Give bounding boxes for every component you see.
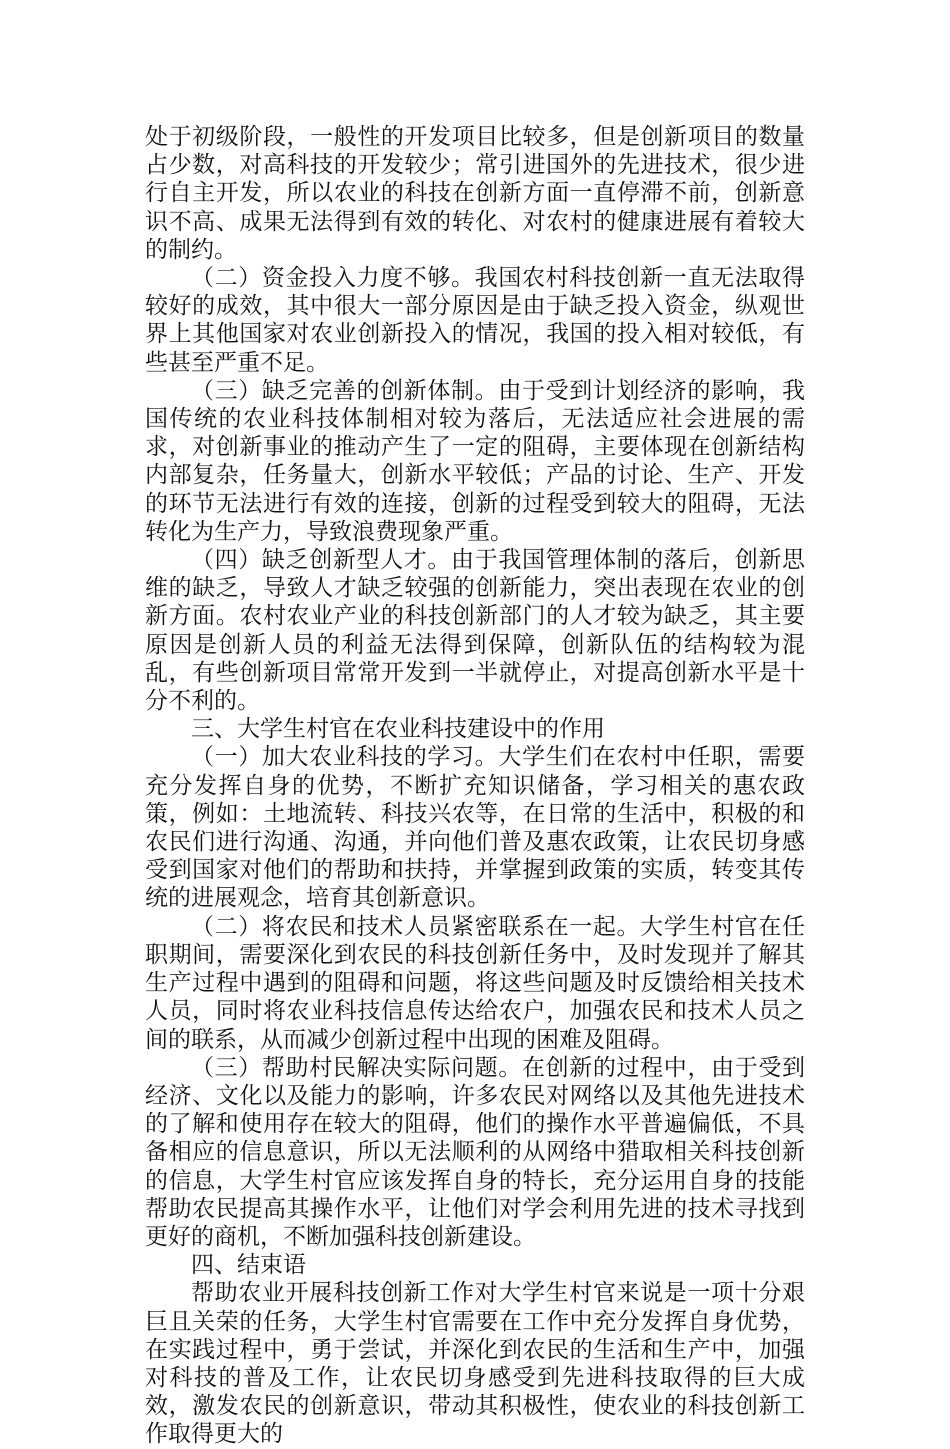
section-heading-role: 三、大学生村官在农业科技建设中的作用 <box>191 716 605 743</box>
paragraph-learning: （一）加大农业科技的学习。大学生们在农村中任职，需要充分发挥自身的优势，不断扩充知识储备，学习相关的惠农政策，例如：土地流转、科技兴农等，在日常的生活中，积极的和农民们进行沟通、沟通，并向他们普及惠农政策，让农民切身感受到国家对他们的帮助和扶持，并掌握到政策的实质，转变其传统的进展观念，培育其创新意识。 <box>145 744 805 912</box>
body-text <box>145 123 805 1449</box>
section-heading-conclusion: 四、结束语 <box>191 1252 306 1279</box>
paragraph-talent: （四）缺乏创新型人才。由于我国管理体制的落后，创新思维的缺乏，导致人才缺乏较强的创新能力，突出表现在农业的创新方面。农村农业产业的科技创新部门的人才较为缺乏，其主要原因是创新人员的利益无法得到保障，创新队伍的结构较为混乱，有些创新项目常常开发到一半就停止，对提高创新水平是十分不利的。 <box>145 547 805 715</box>
paragraph-funding: （二）资金投入力度不够。我国农村科技创新一直无法取得较好的成效，其中很大一部分原因是由于缺乏投入资金，纵观世界上其他国家对农业创新投入的情况，我国的投入相对较低，有些甚至严重不足。 <box>145 265 805 376</box>
paragraph-help: （三）帮助村民解决实际问题。在创新的过程中，由于受到经济、文化以及能力的影响，许多农民对网络以及其他先进技术的了解和使用存在较大的阻碍，他们的操作水平普遍偏低，不具备相应的信息意识，所以无法顺利的从网络中猎取相关科技创新的信息，大学生村官应该发挥自身的特长，充分运用自身的技能帮助农民提高其操作水平，让他们对学会利用先进的技术寻找到更好的商机，不断加强科技创新建设。 <box>145 1054 805 1250</box>
paragraph-link: （二）将农民和技术人员紧密联系在一起。大学生村官在任职期间，需要深化到农民的科技创新任务中，及时发现并了解其生产过程中遇到的阻碍和问题，将这些问题及时反馈给相关技术人员，同时将农业科技信息传达给农户，加强农民和技术人员之间的联系，从而减少创新过程中出现的困难及阻碍。 <box>145 913 805 1053</box>
paragraph-continuation: 处于初级阶段，一般性的开发项目比较多，但是创新项目的数量占少数，对高科技的开发较少；常引进国外的先进技术，很少进行自主开发，所以农业的科技在创新方面一直停滞不前，创新意识不高、成果无法得到有效的转化、对农村的健康进展有着较大的制约。 <box>145 124 805 263</box>
paragraph-conclusion: 帮助农业开展科技创新工作对大学生村官来说是一项十分艰巨且关荣的任务，大学生村官需要在工作中充分发挥自身优势，在实践过程中，勇于尝试，并深化到农民的生活和生产中，加强对科技的普及工作，让农民切身感受到先进科技取得的巨大成效，激发农民的创新意识，带动其积极性，使农业的科技创新工作取得更大的 <box>145 1280 805 1448</box>
paragraph-system: （三）缺乏完善的创新体制。由于受到计划经济的影响，我国传统的农业科技体制相对较为落后，无法适应社会进展的需求，对创新事业的推动产生了一定的阻碍，主要体现在创新结构内部复杂，任务量大，创新水平较低；产品的讨论、生产、开发的环节无法进行有效的连接，创新的过程受到较大的阻碍，无法转化为生产力，导致浪费现象严重。 <box>145 377 805 545</box>
